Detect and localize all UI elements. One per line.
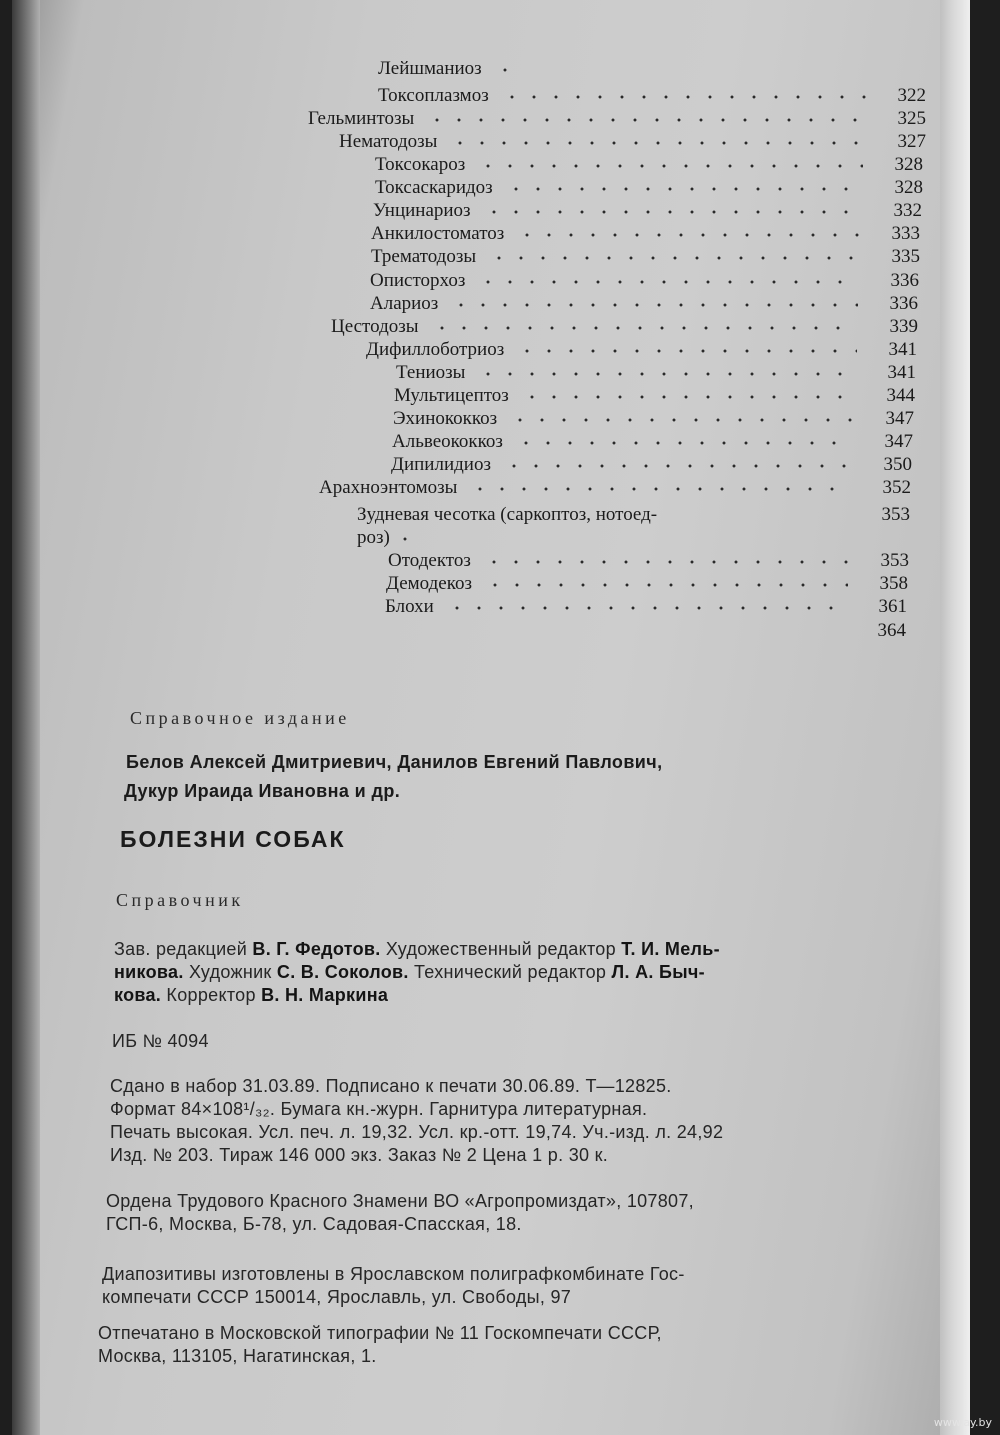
toc-entry-continuation: роз) [357, 527, 847, 550]
toc-entry: Гельминтозы 325 [308, 108, 926, 129]
editors-block [114, 938, 914, 1007]
toc-leader-dots [503, 464, 852, 468]
diapositives-line: Диапозитивы изготовлены в Ярославском полиграфкомбинате Гос- [102, 1264, 685, 1284]
diapositives-block [102, 1263, 902, 1309]
publisher-line: ГСП-6, Москва, Б-78, ул. Садовая-Спасская, 18. [106, 1214, 522, 1234]
toc-page-number: 328 [894, 154, 923, 175]
editors-line: Зав. редакцией В. Г. Федотов. Художественный редактор Т. И. Мель- [114, 939, 720, 959]
toc-leader-dots [477, 372, 856, 376]
publisher-line: Ордена Трудового Красного Знамени ВО «Агропромиздат», 107807, [106, 1191, 694, 1211]
toc-leader-dots [494, 68, 516, 72]
toc-page-number: 339 [889, 316, 918, 337]
page-gutter-shadow [12, 0, 40, 1435]
toc-page-number: 336 [890, 270, 919, 291]
toc-page-number: 325 [897, 108, 926, 129]
toc-entry: Токсокароз 328 [375, 154, 923, 175]
toc-entry: Отодектоз 353 [388, 550, 909, 571]
toc-leader-dots [488, 256, 860, 260]
toc-leader-dots [477, 280, 859, 284]
toc-entry: Лейшманиоз [378, 58, 918, 81]
toc-leader-dots [431, 326, 858, 330]
toc-leader-dots [394, 537, 416, 541]
print-details-block [110, 1075, 910, 1167]
toc-leader-dots [426, 118, 866, 122]
watermark: www.ay.by [933, 1416, 992, 1429]
toc-entry: Нематодозы 327 [339, 131, 926, 152]
toc-page-number: 333 [891, 223, 920, 244]
toc-entry: Блохи 361 [385, 596, 907, 617]
book-page [12, 0, 970, 1435]
toc-page-number: 341 [888, 339, 917, 360]
toc-entry: Эхинококкоз 347 [393, 408, 914, 429]
toc-leader-dots [477, 164, 863, 168]
toc-leader-dots [483, 210, 862, 214]
edition-type: Справочное издание [130, 708, 350, 728]
print-details-line: Сдано в набор 31.03.89. Подписано к печати 30.06.89. Т—12825. [110, 1076, 672, 1096]
toc-page-number: 327 [897, 131, 926, 152]
toc-entry: Альвеококкоз 347 [392, 431, 913, 452]
ib-number: ИБ № 4094 [112, 1031, 209, 1051]
toc-entry: Демодекоз 358 [386, 573, 908, 594]
toc-page-number: 353 [880, 550, 909, 571]
toc-page-number: 347 [884, 431, 913, 452]
book-subtitle: Справочник [116, 890, 244, 910]
printed-block [98, 1322, 898, 1368]
print-details-line: Формат 84×108¹/₃₂. Бумага кн.-журн. Гарнитура литературная. [110, 1099, 648, 1119]
publisher-block [106, 1190, 906, 1236]
toc-entry: Токсоплазмоз 322 [378, 85, 926, 106]
toc-leader-dots [469, 487, 851, 491]
toc-page-number: 335 [891, 246, 920, 267]
toc-page-number: 358 [879, 573, 908, 594]
toc-page-number: 353 [881, 504, 910, 525]
toc-page-number: 361 [878, 596, 907, 617]
editors-line: никова. Художник С. В. Соколов. Технический редактор Л. А. Быч- [114, 962, 705, 982]
toc-entry: Унцинариоз 332 [373, 200, 922, 221]
printed-line: Отпечатано в Московской типографии № 11 Госкомпечати СССР, [98, 1323, 662, 1343]
toc-entry: Тениозы 341 [396, 362, 916, 383]
toc-entry: Дипилидиоз 350 [391, 454, 912, 475]
toc-page-number: 341 [887, 362, 916, 383]
toc-page-number: 336 [889, 293, 918, 314]
toc-entry: Зудневая чесотка (саркоптоз, нотоед- 353 [357, 504, 910, 525]
authors-line: Дукур Ираида Ивановна и др. [124, 781, 401, 801]
toc-entry: Трематодозы 335 [371, 246, 920, 267]
book-title: БОЛЕЗНИ СОБАК [120, 826, 346, 852]
toc-page-number: 344 [886, 385, 915, 406]
toc-entry: Анкилостоматоз 333 [371, 223, 920, 244]
toc-page-number: 350 [883, 454, 912, 475]
authors-line: Белов Алексей Дмитриевич, Данилов Евгений Павлович, [126, 752, 663, 772]
print-details-line: Изд. № 203. Тираж 146 000 экз. Заказ № 2 Цена 1 р. 30 к. [110, 1145, 609, 1165]
toc-leader-dots [505, 187, 863, 191]
toc-page-number: 347 [885, 408, 914, 429]
toc-leader-dots [516, 349, 857, 353]
toc-leader-dots [516, 233, 860, 237]
toc-page-number: 332 [893, 200, 922, 221]
toc-leader-dots [446, 606, 847, 610]
toc-leader-dots [450, 303, 858, 307]
toc-leader-dots [484, 583, 848, 587]
toc-entry: Мультицептоз 344 [394, 385, 915, 406]
toc-page-number: 364 [877, 620, 906, 641]
toc-leader-dots [515, 441, 853, 445]
print-details-line: Печать высокая. Усл. печ. л. 19,32. Усл. кр.-отт. 19,74. Уч.-изд. л. 24,92 [110, 1122, 724, 1142]
toc-entry: Алариоз 336 [370, 293, 918, 314]
toc-page-number: 322 [897, 85, 926, 106]
toc-leader-dots [501, 95, 866, 99]
toc-page-number: 352 [882, 477, 911, 498]
toc-entry: Токсаскаридоз 328 [375, 177, 923, 198]
toc-leader-dots [521, 395, 855, 399]
toc-leader-dots [509, 418, 854, 422]
toc-leader-dots [483, 560, 849, 564]
page-edge-highlight [940, 0, 970, 1435]
toc-entry: Арахноэнтомозы 352 [319, 477, 911, 498]
toc-page-number: 328 [894, 177, 923, 198]
editors-line: кова. Корректор В. Н. Маркина [114, 985, 389, 1005]
toc-entry: Описторхоз 336 [370, 270, 919, 291]
printed-line: Москва, 113105, Нагатинская, 1. [98, 1346, 377, 1366]
toc-entry: Цестодозы 339 [331, 316, 918, 337]
diapositives-line: компечати СССР 150014, Ярославль, ул. Свободы, 97 [102, 1287, 572, 1307]
toc-entry: Дифиллоботриоз 341 [366, 339, 917, 360]
toc-leader-dots [449, 141, 866, 145]
